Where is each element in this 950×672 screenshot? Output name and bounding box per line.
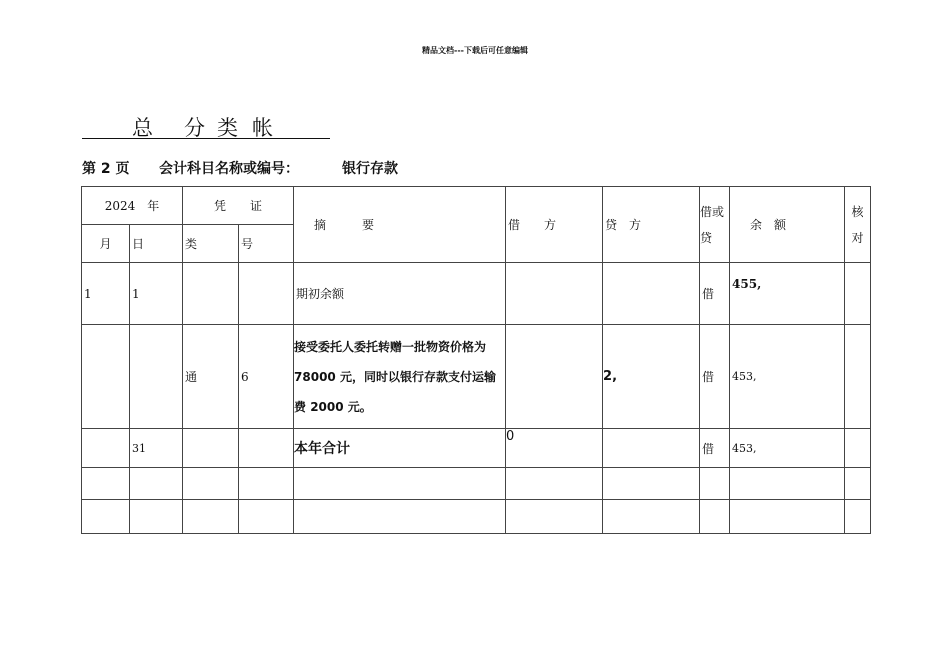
row-check: [845, 429, 871, 468]
dr-cr-header: [700, 187, 730, 263]
ledger-title: [82, 112, 330, 139]
row-number: [239, 263, 294, 325]
empty-cell: [506, 468, 603, 500]
row-check: [845, 325, 871, 429]
table-row: [82, 325, 871, 429]
row-dr-cr: 借: [700, 429, 730, 468]
row-debit: [506, 325, 603, 429]
table-row: [82, 500, 871, 534]
title-char-4: 帐: [252, 116, 273, 140]
empty-cell: [82, 500, 130, 534]
empty-cell: [730, 500, 845, 534]
row-balance: 455,: [730, 263, 845, 325]
ledger-table: [81, 186, 871, 534]
subheader: [82, 158, 682, 178]
table-row: [82, 263, 871, 325]
empty-cell: [730, 468, 845, 500]
row-month: [82, 325, 130, 429]
empty-cell: [700, 468, 730, 500]
row-credit: 2,: [603, 325, 700, 429]
empty-cell: [603, 500, 700, 534]
row-balance: 453,: [730, 325, 845, 429]
table-row: [82, 468, 871, 500]
header-note: 精品文档---下载后可任意编辑: [422, 46, 528, 55]
empty-cell: [82, 468, 130, 500]
empty-cell: [506, 500, 603, 534]
row-summary: 期初余额: [294, 263, 506, 325]
row-number: [239, 429, 294, 468]
empty-cell: [845, 500, 871, 534]
empty-cell: [603, 468, 700, 500]
row-summary: 接受委托人委托转赠一批物资价格为 78000 元，同时以银行存款支付运输费 2000 元。: [294, 325, 506, 429]
row-balance: 453,: [730, 429, 845, 468]
account-name: 银行存款: [342, 161, 398, 177]
row-day: 31: [130, 429, 183, 468]
dr-cr-header-line2: 贷: [700, 230, 713, 245]
page-number: 第 2 页: [82, 161, 130, 177]
month-header: 月: [82, 225, 130, 263]
empty-cell: [700, 500, 730, 534]
year-header: 2024 年: [82, 187, 183, 225]
check-header-line2: 对: [851, 230, 864, 245]
empty-cell: [183, 468, 239, 500]
check-header: [845, 187, 871, 263]
empty-cell: [130, 468, 183, 500]
type-header: 类: [183, 225, 239, 263]
row-type: [183, 263, 239, 325]
row-check: [845, 263, 871, 325]
row-day: 1: [130, 263, 183, 325]
summary-header: 摘 要: [294, 187, 506, 263]
empty-cell: [239, 468, 294, 500]
row-month: [82, 429, 130, 468]
title-char-3: 类: [217, 116, 238, 140]
voucher-header: 凭 证: [183, 187, 294, 225]
row-month: 1: [82, 263, 130, 325]
number-header: 号: [239, 225, 294, 263]
row-dr-cr: 借: [700, 263, 730, 325]
table-row: [82, 429, 871, 468]
row-credit: [603, 429, 700, 468]
row-type: [183, 429, 239, 468]
row-dr-cr: 借: [700, 325, 730, 429]
row-number: 6: [239, 325, 294, 429]
empty-cell: [130, 500, 183, 534]
day-header: 日: [130, 225, 183, 263]
account-label: 会计科目名称或编号：: [159, 161, 299, 177]
check-header-line1: 核: [851, 204, 864, 219]
balance-header: 余 额: [730, 187, 845, 263]
row-credit: [603, 263, 700, 325]
row-day: [130, 325, 183, 429]
dr-cr-header-line1: 借或: [700, 204, 725, 219]
empty-cell: [294, 500, 506, 534]
credit-header: 贷 方: [603, 187, 700, 263]
row-summary: 本年合计: [294, 429, 506, 468]
empty-cell: [845, 468, 871, 500]
title-char-1: 总: [132, 116, 153, 140]
empty-cell: [239, 500, 294, 534]
empty-cell: [294, 468, 506, 500]
title-char-2: 分: [184, 116, 205, 140]
row-debit: 0: [506, 429, 603, 468]
debit-header: 借 方: [506, 187, 603, 263]
row-type: 通: [183, 325, 239, 429]
empty-cell: [183, 500, 239, 534]
row-debit: [506, 263, 603, 325]
